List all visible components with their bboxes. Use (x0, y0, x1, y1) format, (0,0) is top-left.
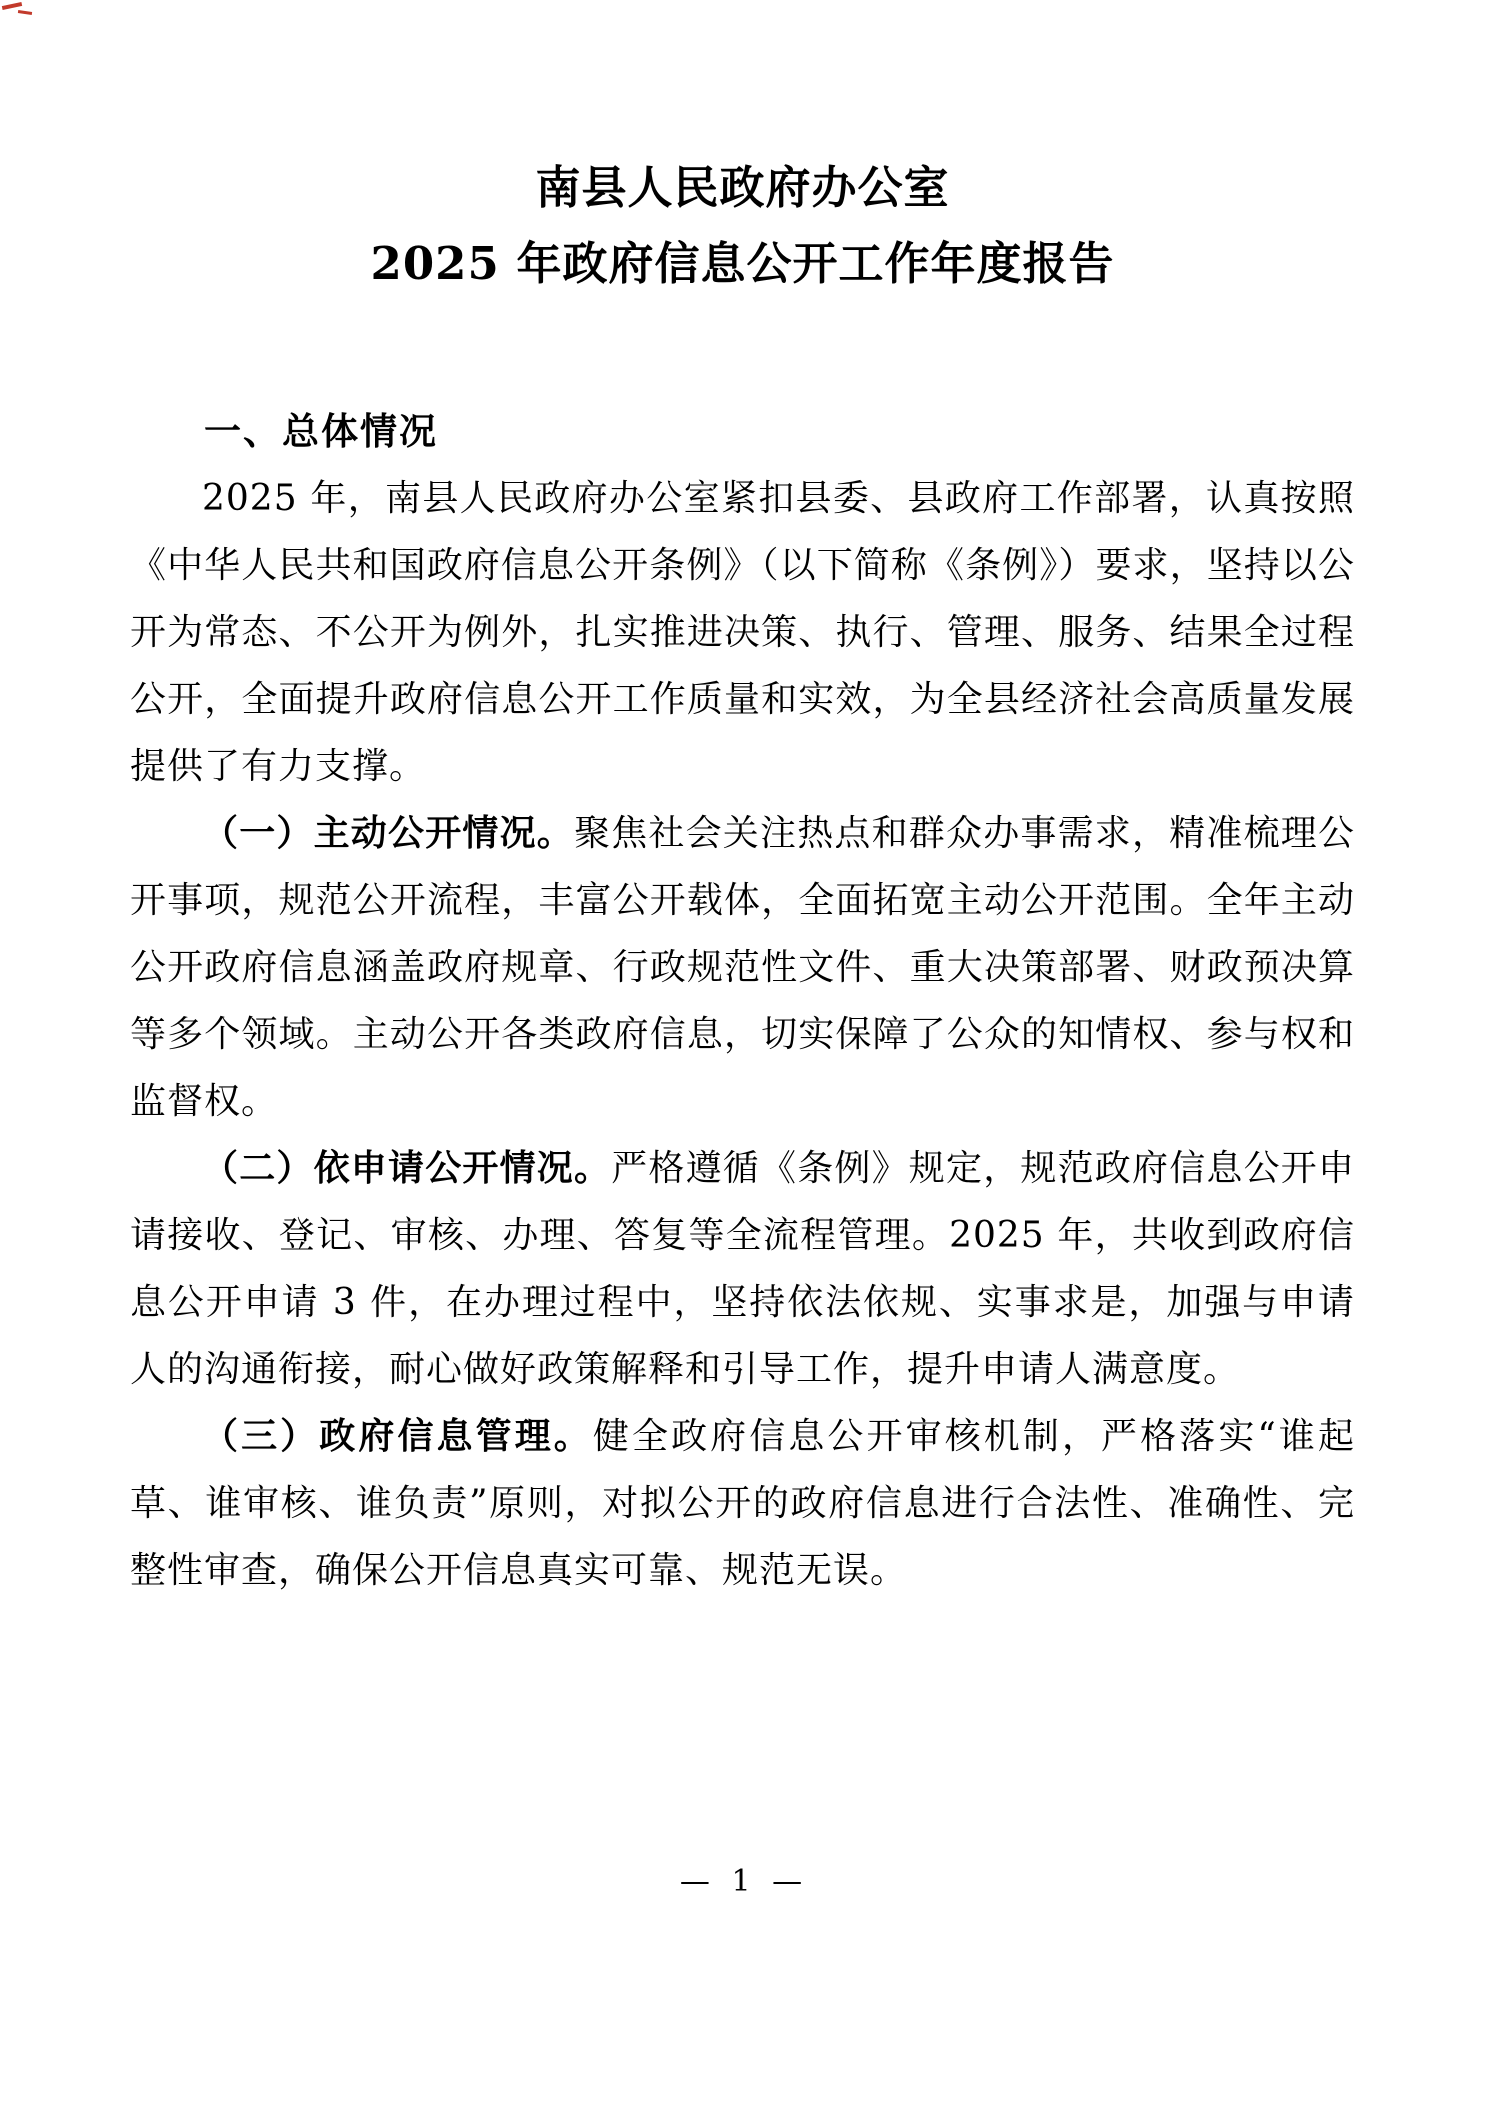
paragraph-proactive-disclosure-lead: （一）主动公开情况。 (202, 812, 574, 854)
paragraph-overview-text: 2025 年，南县人民政府办公室紧扣县委、县政府工作部署，认真按照《中华人民共和国政府信息公开条例》（以下简称《条例》）要求，坚持以公开为常态、不公开为例外，扎实推进决策、执行、管理、服务、结果全过程公开，全面提升政府信息公开工作质量和实效，为全县经济社会高质量发展提供了有力支撑。 (130, 478, 1355, 787)
page-number: — 1 — (679, 1864, 809, 1899)
section-heading-overall-situation: 一、总体情况 (204, 410, 438, 453)
document-title (130, 150, 1355, 302)
document-title-line1: 南县人民政府办公室 (535, 161, 950, 214)
scan-mark-artifact (2, 3, 36, 17)
paragraph-information-management-text: 健全政府信息公开审核机制，严格落实“谁起草、谁审核、谁负责”原则，对拟公开的政府信息进行合法性、准确性、完整性审查，确保公开信息真实可靠、规范无误。 (130, 1416, 1355, 1591)
paragraph-disclosure-upon-request-lead: （二）依申请公开情况。 (202, 1147, 612, 1189)
paragraph-information-management (130, 1403, 1355, 1604)
paragraph-proactive-disclosure (130, 800, 1355, 1135)
paragraph-overview (130, 465, 1355, 800)
paragraph-proactive-disclosure-text: 聚焦社会关注热点和群众办事需求，精准梳理公开事项，规范公开流程，丰富公开载体，全面拓宽主动公开范围。全年主动公开政府信息涵盖政府规章、行政规范性文件、重大决策部署、财政预决算等多个领域。主动公开各类政府信息，切实保障了公众的知情权、参与权和监督权。 (130, 813, 1355, 1122)
paragraph-disclosure-upon-request-text: 严格遵循《条例》规定，规范政府信息公开申请接收、登记、审核、办理、答复等全流程管理。2025 年，共收到政府信息公开申请 3 件，在办理过程中，坚持依法依规、实事求是，加强与申请人的沟通衔接，耐心做好政策解释和引导工作，提升申请人满意度。 (130, 1148, 1355, 1390)
paragraph-information-management-lead: （三）政府信息管理。 (202, 1415, 593, 1457)
paragraph-disclosure-upon-request (130, 1135, 1355, 1403)
document-title-line2: 2025 年政府信息公开工作年度报告 (370, 237, 1115, 290)
